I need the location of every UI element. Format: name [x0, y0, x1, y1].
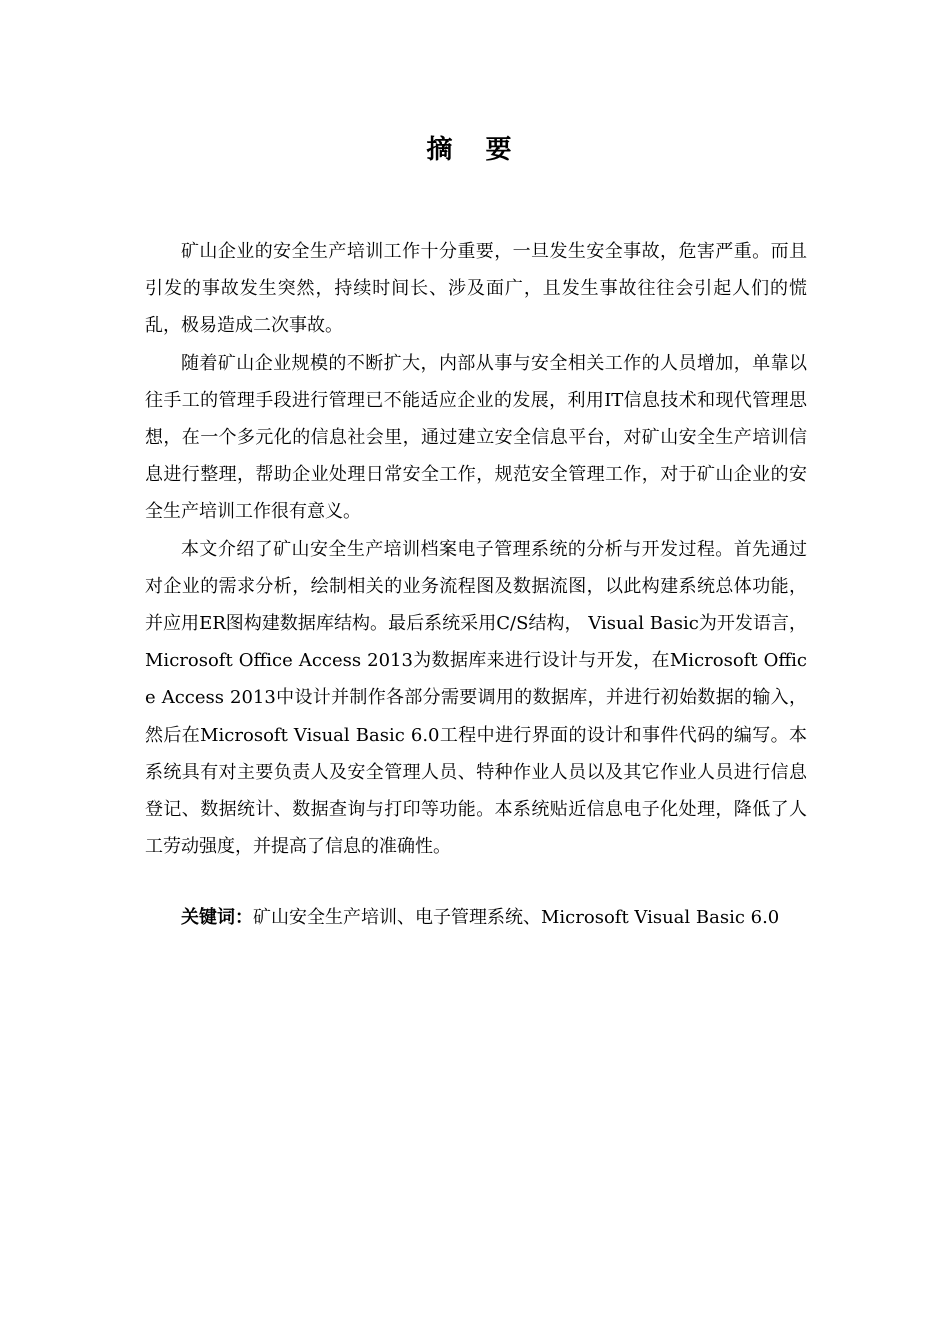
abstract-paragraph-2: 随着矿山企业规模的不断扩大，内部从事与安全相关工作的人员增加，单靠以往手工的管理手段进行管理已不能适应企业的发展，利用IT信息技术和现代管理思想，在一个多元化的信息社会里，通过建立安全信息平台，对矿山安全生产培训信息进行整理，帮助企业处理日常安全工作，规范安全管理工作，对于矿山企业的安全生产培训工作很有意义。 — [145, 352, 807, 523]
keywords-line — [145, 899, 807, 936]
keywords-label: 关键词： — [181, 907, 253, 928]
keywords-text: 矿山安全生产培训、电子管理系统、Microsoft Visual Basic 6.0 — [253, 907, 780, 928]
abstract-paragraph-1: 矿山企业的安全生产培训工作十分重要，一旦发生安全事故，危害严重。而且引发的事故发生突然，持续时间长、涉及面广，且发生事故往往会引起人们的慌乱，极易造成二次事故。 — [145, 241, 807, 337]
abstract-paragraph-3: 本文介绍了矿山安全生产培训档案电子管理系统的分析与开发过程。首先通过对企业的需求分析，绘制相关的业务流程图及数据流图，以此构建系统总体功能，并应用ER图构建数据库结构。最后系统采用C/S结构， Visual Basic为开发语言，Microsoft Office Access 2013为数据库来进行设计与开发，在Microsoft Office Access 2013中设计并制作各部分需要调用的数据库，并进行初始数据的输入，然后在Microsoft Visual Basic 6.0工程中进行界面的设计和事件代码的编写。本系统具有对主要负责人及安全管理人员、特种作业人员以及其它作业人员进行信息登记、数据统计、数据查询与打印等功能。本系统贴近信息电子化处理，降低了人工劳动强度，并提高了信息的准确性。 — [145, 538, 807, 858]
abstract-body — [145, 233, 807, 865]
page-title: 摘 要 — [426, 135, 524, 165]
